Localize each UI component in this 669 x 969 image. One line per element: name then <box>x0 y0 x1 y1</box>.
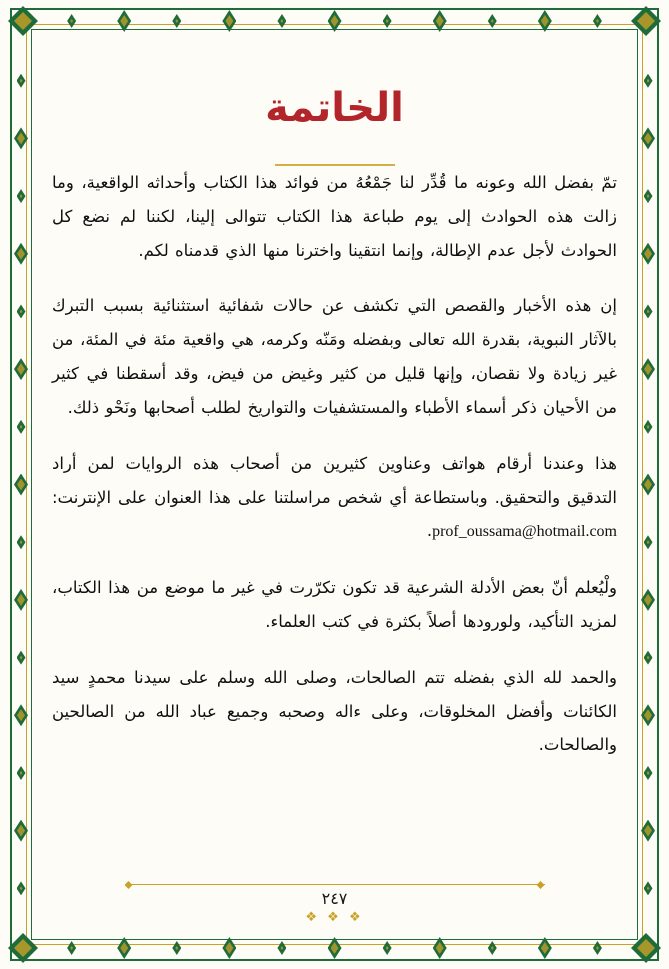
page-title: الخاتمة <box>265 85 404 131</box>
paragraph-3-text-before-email: هذا وعندنا أرقام هواتف وعناوين كثيرين من أصحاب هذه الروايات لمن أراد التدقيق والتحقيق. وباستطاعة أي شخص مراسلتنا على هذا العنوان على الإنترنت: <box>52 453 617 507</box>
paragraph-3-text-after-email: . <box>426 521 433 541</box>
footer-divider <box>125 884 545 885</box>
paragraph-5: والحمد لله الذي بفضله تتم الصالحات، وصلى الله وسلم على سيدنا محمدٍ سيد الكائنات وأفضل المخلوقات، وعلى ءاله وصحبه وجميع عباد الله من الصالحين والصالحات. <box>52 667 617 755</box>
page-content <box>52 86 617 873</box>
paragraph-4: ولْيُعلم أنّ بعض الأدلة الشرعية قد تكون تكرّرت في غير ما موضع من هذا الكتاب، لمزيد التأكيد، ولورودها أصلاً بكثرة في كتب العلماء. <box>52 578 617 631</box>
paragraph-1: تمّ بفضل الله وعونه ما قُدِّر لنا جَمْعُهُ من فوائد هذا الكتاب وأحداثه الواقعية، وما زالت هذه الحوادث إلى يوم طباعة هذا الكتاب تتوالى إلينا، لكننا لم نضع كل الحوادث لأجل عدم الإطالة، وإنما انتقينا واخترنا منها الذي قدمناه لكم. <box>52 173 617 260</box>
border-motif-top <box>12 10 657 32</box>
border-motif-right <box>637 12 659 957</box>
contact-email[interactable]: prof_oussama@hotmail.com <box>432 523 617 541</box>
border-motif-bottom <box>12 937 657 959</box>
page-number: ٢٤٧ <box>321 889 348 908</box>
paragraph-3 <box>52 447 617 549</box>
border-motif-left <box>10 12 32 957</box>
chapter-title-block <box>52 86 617 166</box>
page-footer <box>0 884 669 925</box>
title-underline <box>275 164 395 166</box>
paragraph-2: إن هذه الأخبار والقصص التي تكشف عن حالات شفائية استثنائية بسبب التبرك بالآثار النبوية، بقدرة الله تعالى وبفضله ومَنّه وكرمه، هي واقعية مئة في المئة، من غير زيادة ولا نقصان، وإنها قليل من كثير وغيض من فيض، وقد أسقطنا في كثير من الأحيان ذكر أسماء الأطباء والمستشفيات والتواريخ لطلب أصحابها ونَحْو ذلك. <box>52 296 617 417</box>
footer-flourish: ❖ ❖ ❖ <box>305 910 364 925</box>
